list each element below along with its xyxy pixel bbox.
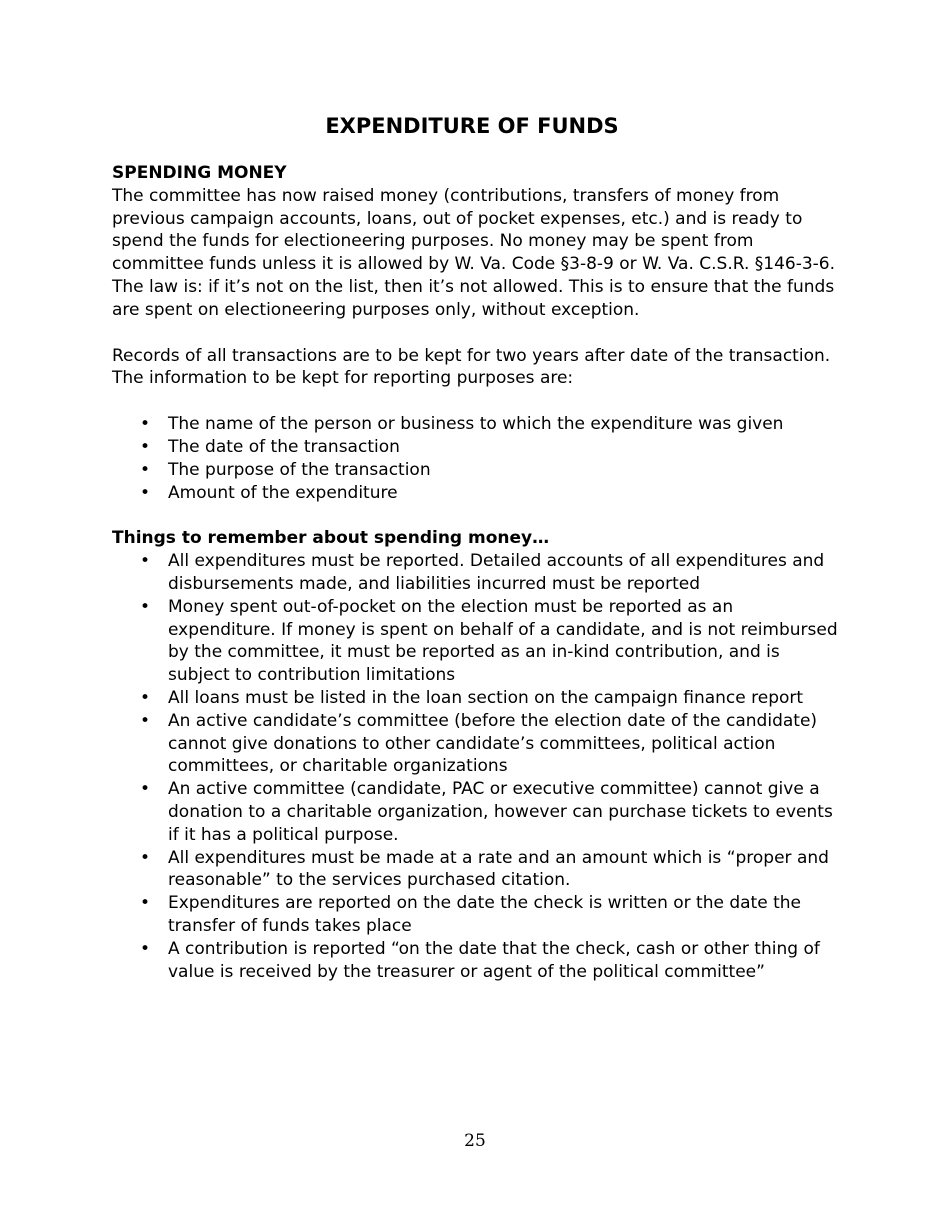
list-item: • The name of the person or business to which the expenditure was given [112, 413, 842, 436]
list-item: • Money spent out-of-pocket on the election must be reported as an expenditure. If money is spent on behalf of a candidate, and is not reimbursed by the committee, it must be reported as an in-kind contribution, and is subject to contribution limitations [112, 596, 842, 687]
list-item: • All loans must be listed in the loan section on the campaign finance report [112, 687, 842, 710]
records-list [112, 413, 842, 504]
list-item: • A contribution is reported “on the date that the check, cash or other thing of value is received by the treasurer or agent of the political committee” [112, 938, 842, 984]
list-item: • Expenditures are reported on the date the check is written or the date the transfer of funds takes place [112, 892, 842, 938]
remember-list [112, 550, 842, 983]
page-number: 25 [464, 1131, 486, 1151]
list-item: • Amount of the expenditure [112, 482, 842, 505]
page-title: EXPENDITURE OF FUNDS [325, 114, 619, 138]
spending-paragraph-2: Records of all transactions are to be kept for two years after date of the transaction. The information to be kept for reporting purposes are: [112, 345, 831, 389]
list-item: • An active candidate’s committee (before the election date of the candidate) cannot give donations to other candidate’s committees, political action committees, or charitable organizations [112, 710, 842, 778]
spending-money-heading: SPENDING MONEY [112, 163, 287, 183]
remember-heading: Things to remember about spending money… [112, 528, 550, 549]
list-item: • An active committee (candidate, PAC or executive committee) cannot give a donation to a charitable organization, however can purchase tickets to events if it has a political purpose. [112, 778, 842, 846]
list-item: • All expenditures must be reported. Detailed accounts of all expenditures and disbursements made, and liabilities incurred must be reported [112, 550, 842, 596]
document-body [112, 162, 842, 983]
list-item: • The purpose of the transaction [112, 459, 842, 482]
list-item: • The date of the transaction [112, 436, 842, 459]
list-item: • All expenditures must be made at a rate and an amount which is “proper and reasonable” to the services purchased citation. [112, 847, 842, 893]
spending-paragraph-1: The committee has now raised money (contributions, transfers of money from previous campaign accounts, loans, out of pocket expenses, etc.) and is ready to spend the funds for electioneering purposes. No money may be spent from committee funds unless it is allowed by W. Va. Code §3-8-9 or W. Va. C.S.R. §146-3-6. The law is: if it’s not on the list, then it’s not allowed. This is to ensure that the funds are spent on electioneering purposes only, without exception. [112, 185, 836, 320]
